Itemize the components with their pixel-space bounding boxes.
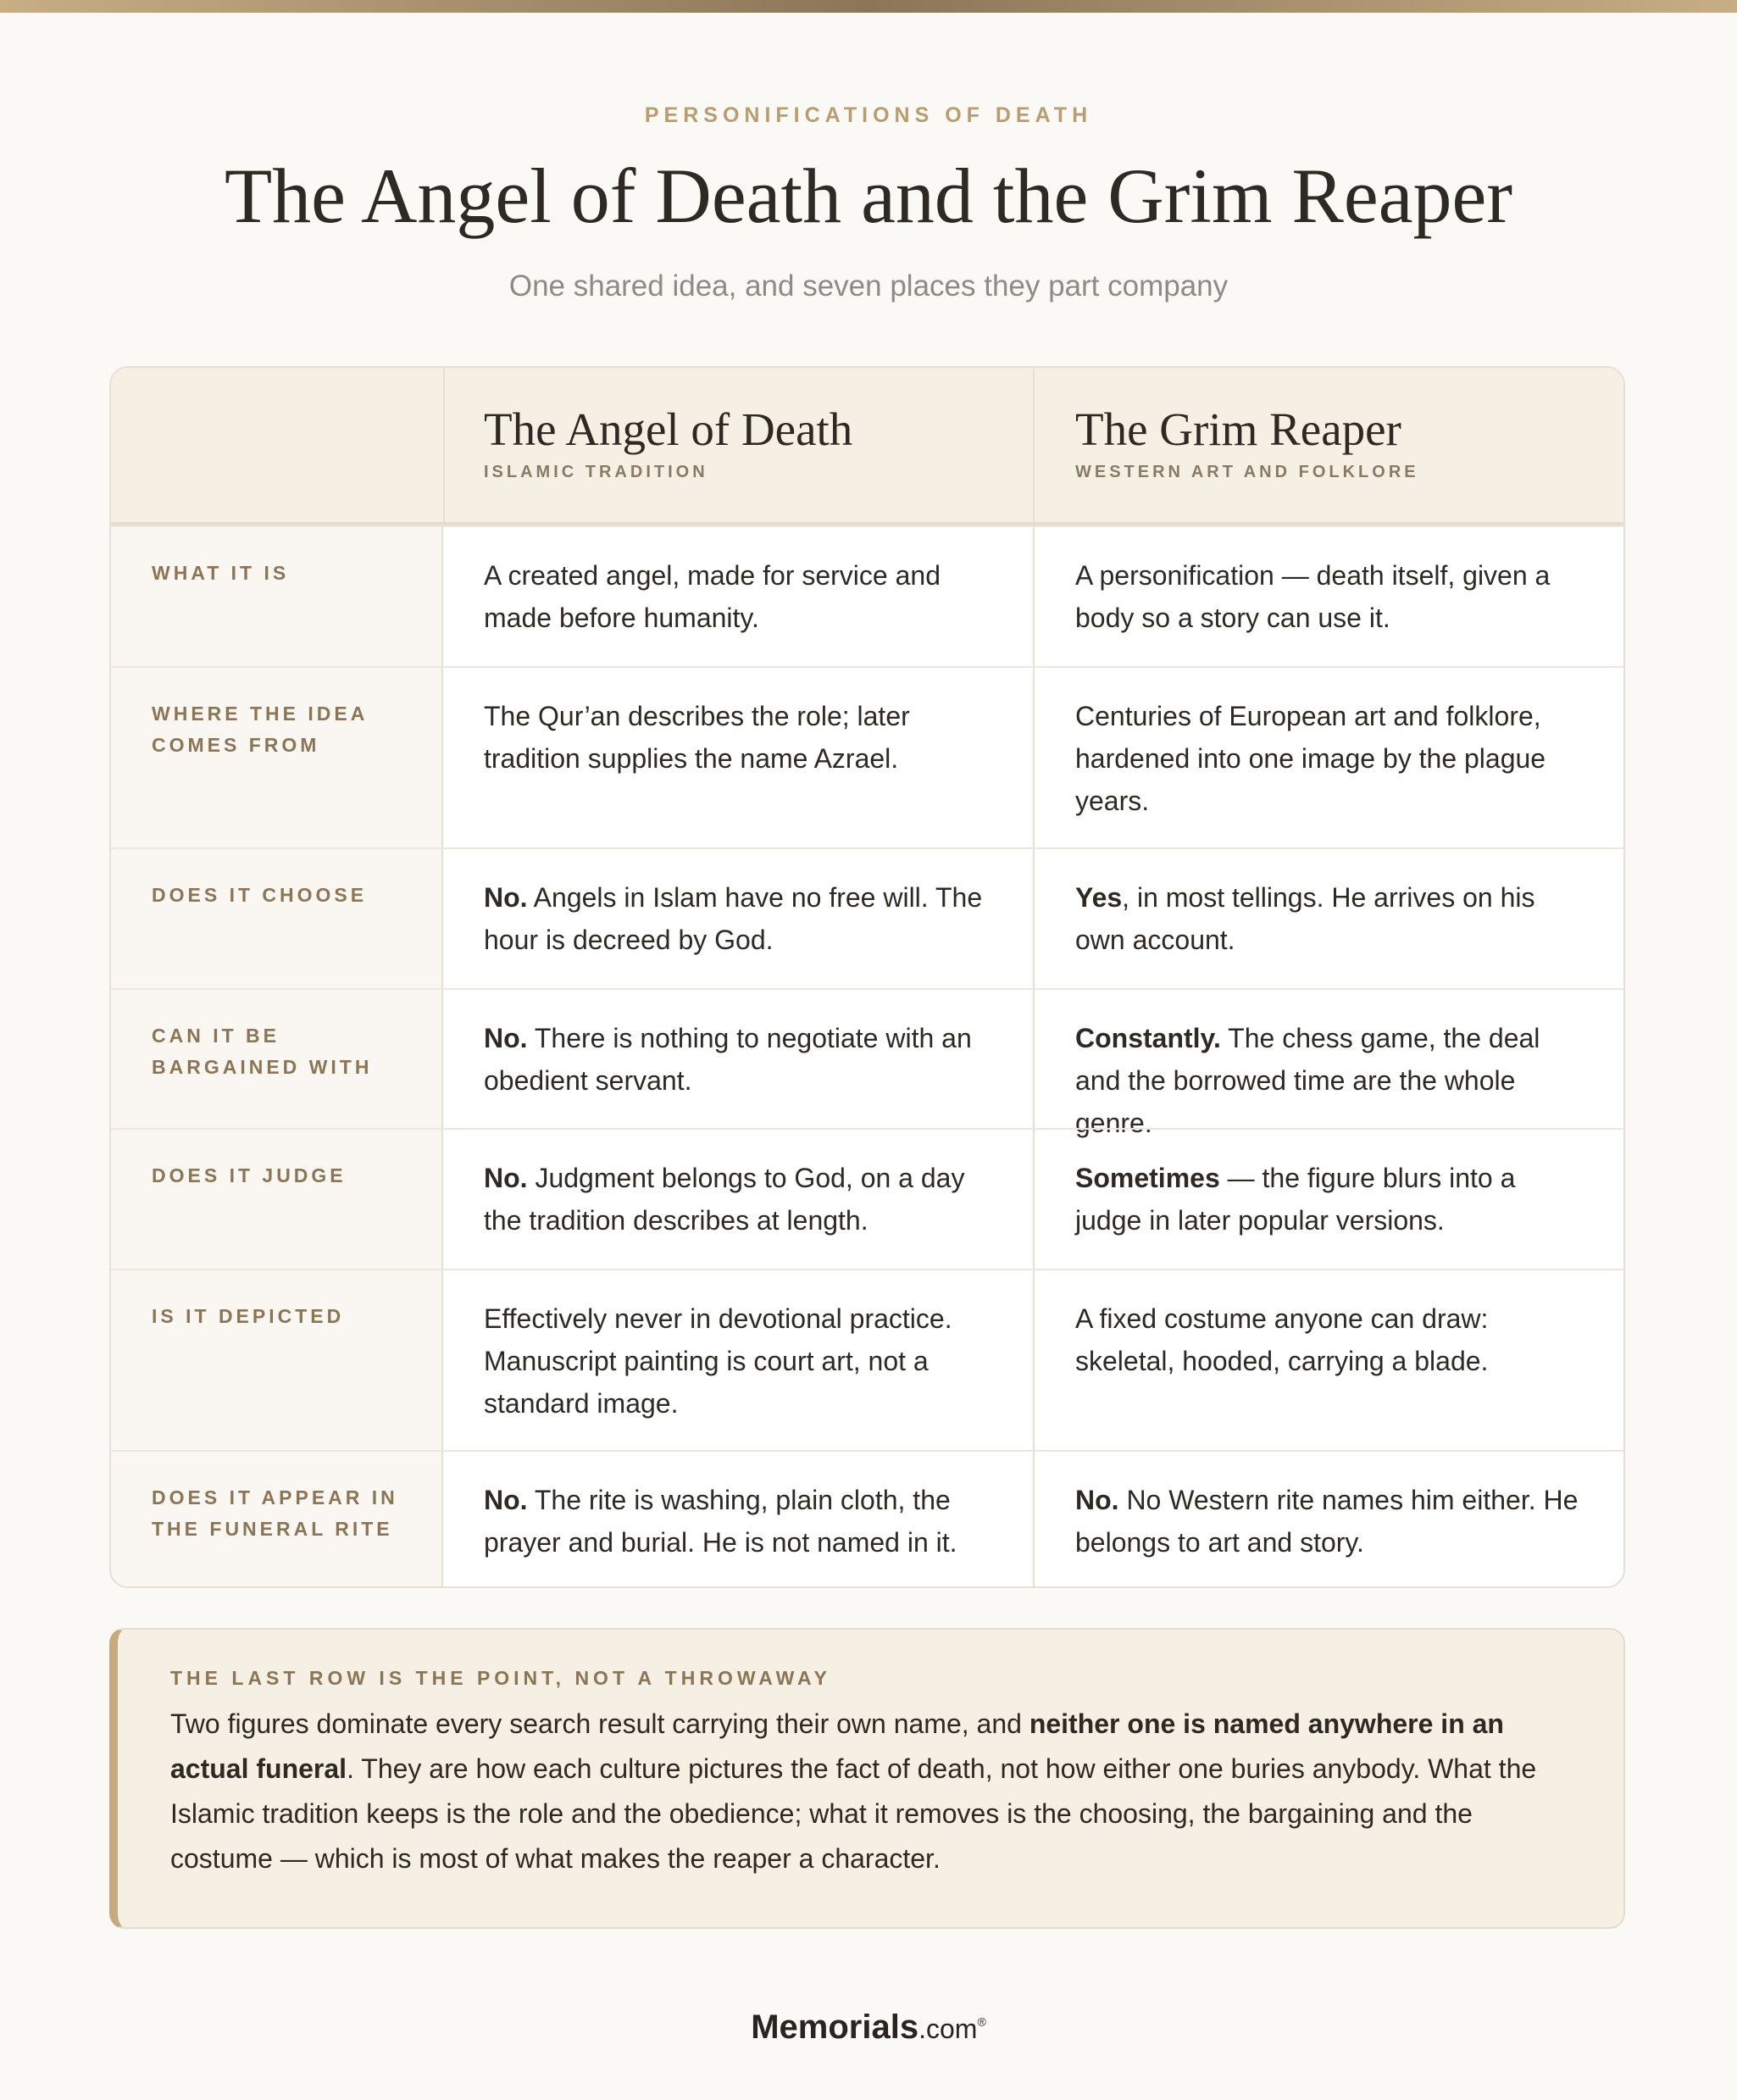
cell-text: , in most tellings. He arrives on his own account. — [1075, 882, 1535, 955]
reaper-cell — [1035, 990, 1625, 1138]
cell-text: Angels in Islam have no free will. The hour is decreed by God. — [484, 882, 983, 955]
reaper-cell — [1035, 527, 1625, 666]
cell-text: The rite is washing, plain cloth, the prayer and burial. He is not named in it. — [484, 1485, 957, 1558]
table-row — [111, 1450, 1623, 1586]
cell-text: A created angel, made for service and made before humanity. — [484, 560, 941, 633]
column-subtitle: WESTERN ART AND FOLKLORE — [1075, 463, 1419, 481]
cell-lead: No. — [484, 1023, 528, 1053]
cell-text: Effectively never in devotional practice. Manuscript painting is court art, not a standard image. — [484, 1303, 952, 1419]
cell-lead: No. — [484, 1163, 528, 1193]
row-label: DOES IT CHOOSE — [111, 849, 443, 988]
callout-text: . They are how each culture pictures the fact of death, not how either one buries anybody. What the Islamic tradition keeps is the role and the obedience; what it removes is the choosing, the bargaining and the costume — which is most of what makes the reaper a character. — [170, 1753, 1537, 1874]
cell-text: — the figure blurs into a judge in later popular versions. — [1075, 1163, 1516, 1236]
column-header-reaper — [1035, 368, 1625, 522]
table-header — [111, 368, 1623, 525]
logo-name: Memorials — [751, 2008, 919, 2046]
cell-text: There is nothing to negotiate with an obedient servant. — [484, 1023, 972, 1096]
callout-emphasis: neither one is named anywhere in an actual funeral — [170, 1708, 1504, 1784]
table-row — [111, 666, 1623, 847]
table-corner-cell — [111, 368, 445, 522]
column-subtitle: ISLAMIC TRADITION — [484, 463, 708, 481]
angel-cell — [443, 990, 1035, 1128]
row-label: CAN IT BE BARGAINED WITH — [111, 990, 443, 1128]
comparison-table — [109, 366, 1625, 1588]
row-label: WHAT IT IS — [111, 527, 443, 666]
reaper-cell — [1035, 1130, 1625, 1269]
logo-suffix: .com — [918, 2014, 978, 2044]
cell-text: No Western rite names him either. He belongs to art and story. — [1075, 1485, 1579, 1558]
cell-lead: Sometimes — [1075, 1163, 1220, 1193]
reaper-cell — [1035, 849, 1625, 988]
row-label: DOES IT JUDGE — [111, 1130, 443, 1269]
callout-heading: THE LAST ROW IS THE POINT, NOT A THROWAWAY — [170, 1667, 831, 1689]
callout-box — [109, 1628, 1625, 1929]
page-title: The Angel of Death and the Grim Reaper — [224, 153, 1513, 239]
reaper-cell — [1035, 1270, 1625, 1450]
table-row — [111, 847, 1623, 988]
cell-lead: Yes — [1075, 882, 1123, 913]
cell-text: A fixed costume anyone can draw: skeletal, hooded, carrying a blade. — [1075, 1303, 1489, 1376]
row-label: DOES IT APPEAR IN THE FUNERAL RITE — [111, 1452, 443, 1586]
table-row — [111, 1128, 1623, 1269]
cell-text: The Qur’an describes the role; later tradition supplies the name Azrael. — [484, 701, 910, 774]
kicker: PERSONIFICATIONS OF DEATH — [644, 103, 1093, 127]
column-title: The Grim Reaper — [1075, 403, 1401, 455]
table-row — [111, 1269, 1623, 1450]
row-label: IS IT DEPICTED — [111, 1270, 443, 1450]
angel-cell — [443, 668, 1035, 847]
angel-cell — [443, 1270, 1035, 1450]
callout-body — [170, 1702, 1571, 1881]
cell-lead: No. — [1075, 1485, 1119, 1515]
cell-text: Judgment belongs to God, on a day the tradition describes at length. — [484, 1163, 965, 1236]
registered-mark: ® — [977, 2014, 986, 2029]
row-label: WHERE THE IDEA COMES FROM — [111, 668, 443, 847]
cell-lead: Constantly. — [1075, 1023, 1221, 1053]
column-header-angel — [443, 368, 1035, 522]
cell-text: A personification — death itself, given a body so a story can use it. — [1075, 560, 1551, 633]
angel-cell — [443, 849, 1035, 988]
angel-cell — [443, 1452, 1035, 1586]
page-subtitle: One shared idea, and seven places they part company — [508, 269, 1229, 303]
angel-cell — [443, 1130, 1035, 1269]
cell-text: The chess game, the deal and the borrowed time are the whole genre. — [1075, 1023, 1540, 1138]
top-accent-bar — [0, 0, 1737, 13]
angel-cell — [443, 527, 1035, 666]
memorials-logo[interactable] — [0, 2008, 1737, 2047]
callout-text: Two figures dominate every search result carrying their own name, and — [170, 1708, 1029, 1739]
cell-lead: No. — [484, 882, 528, 913]
cell-lead: No. — [484, 1485, 528, 1515]
cell-text: Centuries of European art and folklore, hardened into one image by the plague years. — [1075, 701, 1546, 816]
column-title: The Angel of Death — [484, 403, 853, 455]
reaper-cell — [1035, 668, 1625, 847]
reaper-cell — [1035, 1452, 1625, 1586]
table-row — [111, 525, 1623, 666]
table-row — [111, 988, 1623, 1138]
